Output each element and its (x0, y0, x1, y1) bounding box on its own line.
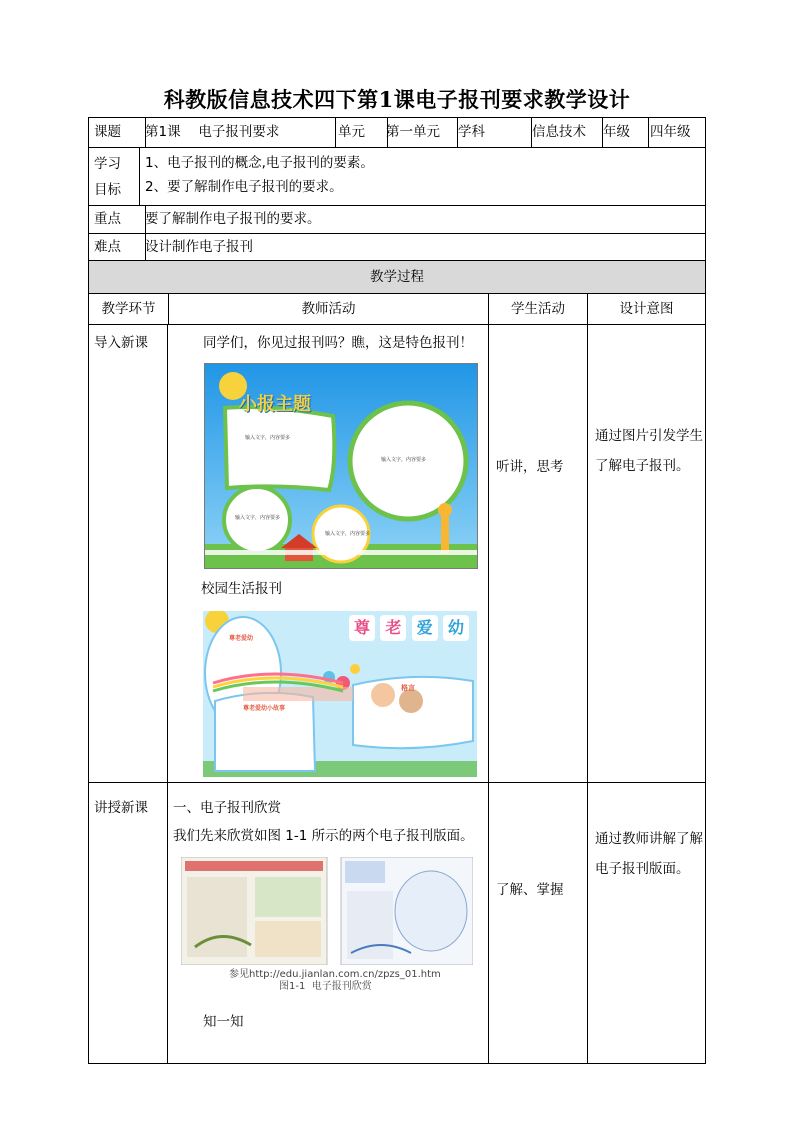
respect-title-char-2: 老 (380, 615, 406, 641)
goals-label-cell (89, 148, 140, 205)
unit-label-cell: 单元 (332, 118, 388, 147)
key-point-value: 要了解制作电子报刊的要求。 (145, 211, 321, 227)
newspaper-samples-illustration (181, 857, 473, 965)
caption-campus: 校园生活报刊 (201, 581, 282, 597)
difficulty-label: 难点 (89, 234, 146, 260)
intro-student: 听讲，思考 (496, 459, 564, 475)
respect-title-row (349, 615, 469, 641)
topic-label-cell: 课题 (89, 118, 146, 147)
placeholder-4: 输入文字，内容要多 (325, 531, 371, 537)
goals-label-line1: 学习 (94, 156, 121, 172)
lecture-teacher-heading: 一、电子报刊欣赏 (173, 800, 281, 816)
intro-intent-cell (588, 325, 705, 782)
placeholder-1: 输入文字，内容要多 (245, 435, 291, 441)
intro-intent: 通过图片引发学生了解电子报刊。 (595, 428, 703, 474)
respect-title-char-4: 幼 (443, 615, 469, 641)
respect-title-char-3: 爱 (412, 615, 438, 641)
lecture-teacher-tail: 知一知 (203, 1014, 244, 1030)
process-header-row (88, 260, 706, 293)
difficulty-value: 设计制作电子报刊 (145, 239, 253, 255)
lecture-intent-cell (588, 783, 705, 1063)
placeholder-2: 输入文字，内容要多 (381, 457, 427, 463)
goals-content-cell (141, 148, 705, 205)
col-header-stage: 教学环节 (89, 294, 169, 324)
respect-box2-title: 尊老爱幼小故事 (243, 705, 286, 712)
grade-value-cell: 四年级 (650, 124, 691, 140)
goal-item-2: 2、要了解制作电子报刊的要求。 (145, 179, 343, 195)
respect-box1-title: 尊老爱幼 (229, 635, 254, 642)
row-intro (88, 324, 706, 782)
intro-teacher-cell (169, 325, 489, 782)
col-header-intent: 设计意图 (619, 301, 674, 317)
lecture-intent: 通过教师讲解了解电子报刊版面。 (595, 831, 703, 877)
campus-newspaper-title: 小报主题 (239, 394, 311, 415)
lecture-teacher-text: 我们先来欣赏如图 1-1 所示的两个电子报刊版面。 (173, 828, 474, 844)
subject-label-cell: 学科 (454, 118, 532, 147)
figure-newspaper-samples (181, 857, 473, 965)
process-header: 教学过程 (370, 269, 424, 285)
newspaper-image-respect (203, 611, 477, 777)
intro-student-cell (489, 325, 588, 782)
goal-item-1: 1、电子报刊的概念,电子报刊的要素。 (145, 155, 374, 171)
figure-source: 参见http://edu.jianlan.com.cn/zpzs_01.htm (229, 969, 441, 980)
respect-title-char-1: 尊 (349, 615, 375, 641)
key-point-label: 重点 (89, 206, 146, 233)
lecture-stage: 讲授新课 (89, 783, 168, 1063)
newspaper-image-campus (204, 363, 478, 569)
lecture-student: 了解、掌握 (496, 882, 564, 898)
respect-box3-title: 格言 (401, 684, 415, 692)
lecture-student-cell (489, 783, 588, 1063)
lecture-teacher-cell (169, 783, 489, 1063)
intro-teacher-text: 同学们，你见过报刊吗？瞧，这是特色报刊！ (203, 335, 473, 351)
intro-stage: 导入新课 (89, 325, 168, 782)
col-header-student: 学生活动 (489, 294, 588, 324)
subject-value-cell: 信息技术 (528, 118, 603, 147)
col-header-teacher: 教师活动 (169, 294, 489, 324)
grade-label-cell: 年级 (599, 118, 649, 147)
page-title: 科教版信息技术四下第1课电子报刊要求教学设计 (163, 87, 631, 112)
goals-label-line2: 目标 (94, 182, 121, 198)
row-lecture (88, 782, 706, 1064)
figure-caption: 图1-1 电子报刊欣赏 (279, 981, 372, 992)
topic-value-cell: 第1课 电子报刊要求 (141, 118, 336, 147)
placeholder-3: 输入文字，内容要多 (235, 515, 281, 521)
unit-value-cell: 第一单元 (382, 118, 458, 147)
